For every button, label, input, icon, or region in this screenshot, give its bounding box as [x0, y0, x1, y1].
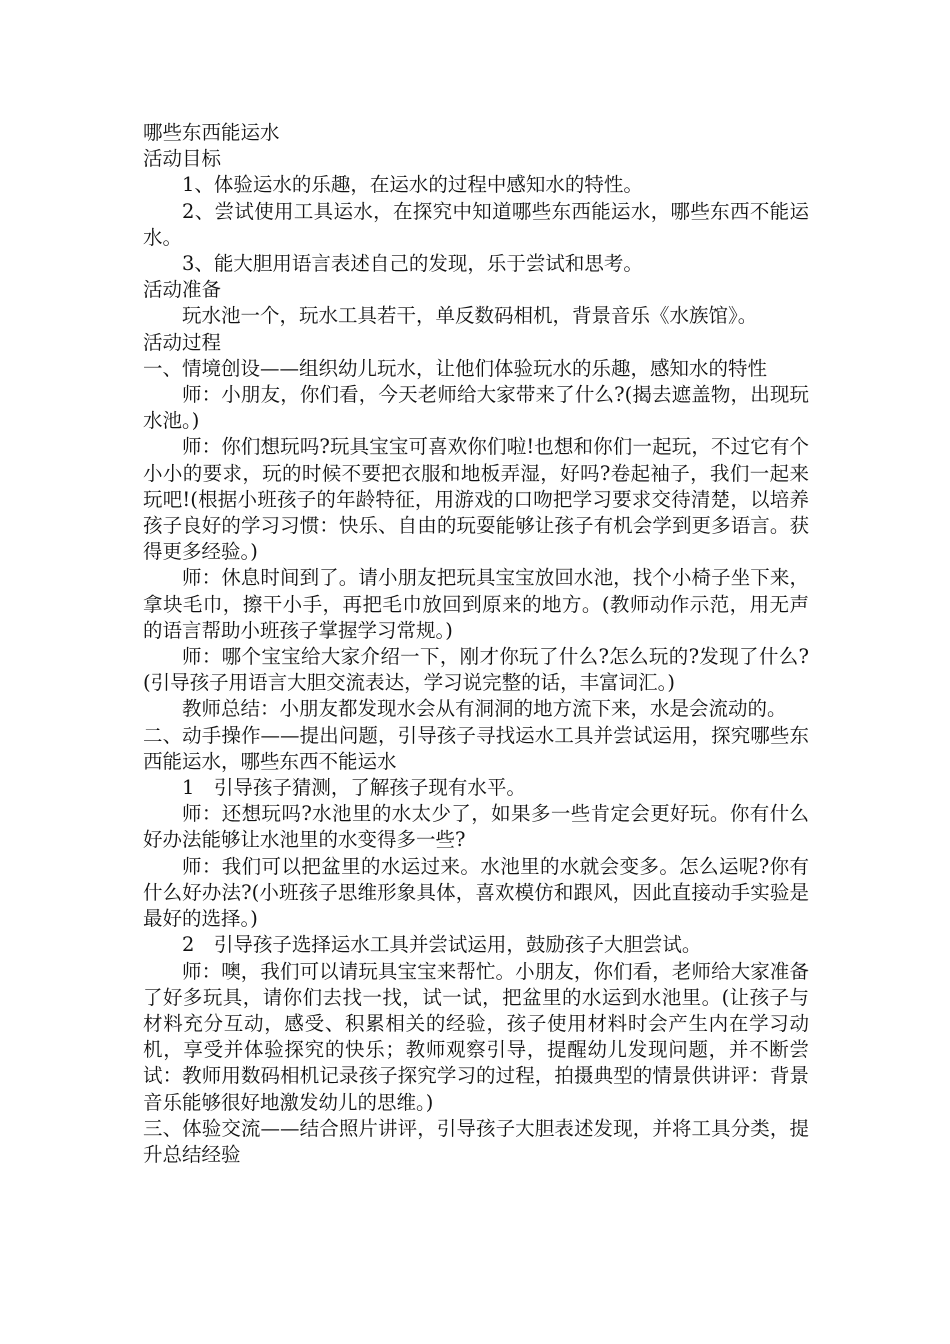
- section-1-paragraph: 师：你们想玩吗?玩具宝宝可喜欢你们啦!也想和你们一起玩，不过它有个小小的要求，玩的时候不要把衣服和地板弄湿，好吗?卷起袖子，我们一起来玩吧!(根据小班孩子的年龄特征，用游戏的口吻把学习要求交待清楚，以培养孩子良好的学习习惯：快乐、自由的玩耍能够让孩子有机会学到更多语言。获得更多经验。): [143, 435, 809, 564]
- goal-3: 3、能大胆用语言表述自己的发现，乐于尝试和思考。: [182, 252, 643, 276]
- section-1-paragraph: 师：休息时间到了。请小朋友把玩具宝宝放回水池，找个小椅子坐下来，拿块毛巾，擦干小手，再把毛巾放回到原来的地方。(教师动作示范，用无声的语言帮助小班孩子掌握学习常规。): [143, 566, 809, 642]
- document-page: [143, 120, 809, 1168]
- section-1-paragraph: 师：哪个宝宝给大家介绍一下，刚才你玩了什么?怎么玩的?发现了什么?(引导孩子用语言大胆交流表达，学习说完整的话，丰富词汇。): [143, 645, 809, 695]
- section-1-summary: 教师总结：小朋友都发现水会从有洞洞的地方流下来，水是会流动的。: [182, 697, 787, 721]
- preparation-text: 玩水池一个，玩水工具若干，单反数码相机，背景音乐《水族馆》。: [182, 304, 758, 328]
- heading-goals: 活动目标: [143, 147, 222, 171]
- section-2-step-1: 1 引导孩子猜测，了解孩子现有水平。: [182, 776, 526, 800]
- goal-1: 1、体验运水的乐趣，在运水的过程中感知水的特性。: [182, 173, 643, 197]
- goal-2: 2、尝试使用工具运水，在探究中知道哪些东西能运水，哪些东西不能运水。: [143, 199, 809, 249]
- section-2-step-2: 2 引导孩子选择运水工具并尝试运用，鼓励孩子大胆尝试。: [182, 933, 702, 957]
- section-2-heading: 二、动手操作——提出问题，引导孩子寻找运水工具并尝试运用，探究哪些东西能运水，哪些东西不能运水: [143, 723, 809, 773]
- section-2-paragraph: 师：噢，我们可以请玩具宝宝来帮忙。小朋友，你们看，老师给大家准备了好多玩具，请你们去找一找，试一试，把盆里的水运到水池里。(让孩子与材料充分互动，感受、积累相关的经验，孩子使用材料时会产生内在学习动机，享受并体验探究的快乐；教师观察引导，提醒幼儿发现问题，并不断尝试：教师用数码相机记录孩子探究学习的过程，拍摄典型的情景供讲评：背景音乐能够很好地激发幼儿的思维。): [143, 959, 809, 1114]
- section-1-heading: 一、情境创设——组织幼儿玩水，让他们体验玩水的乐趣，感知水的特性: [143, 356, 768, 380]
- doc-title: 哪些东西能运水: [143, 121, 280, 144]
- heading-process: 活动过程: [143, 330, 222, 354]
- section-3-heading: 三、体验交流——结合照片讲评，引导孩子大胆表述发现，并将工具分类，提升总结经验: [143, 1116, 809, 1166]
- section-2-paragraph: 师：还想玩吗?水池里的水太少了，如果多一些肯定会更好玩。你有什么好办法能够让水池里的水变得多一些?: [143, 802, 809, 852]
- heading-preparation: 活动准备: [143, 278, 222, 302]
- section-1-paragraph: 师：小朋友，你们看，今天老师给大家带来了什么?(揭去遮盖物，出现玩水池。): [143, 383, 809, 433]
- section-2-paragraph: 师：我们可以把盆里的水运过来。水池里的水就会变多。怎么运呢?你有什么好办法?(小班孩子思维形象具体，喜欢模仿和跟风，因此直接动手实验是最好的选择。): [143, 854, 809, 931]
